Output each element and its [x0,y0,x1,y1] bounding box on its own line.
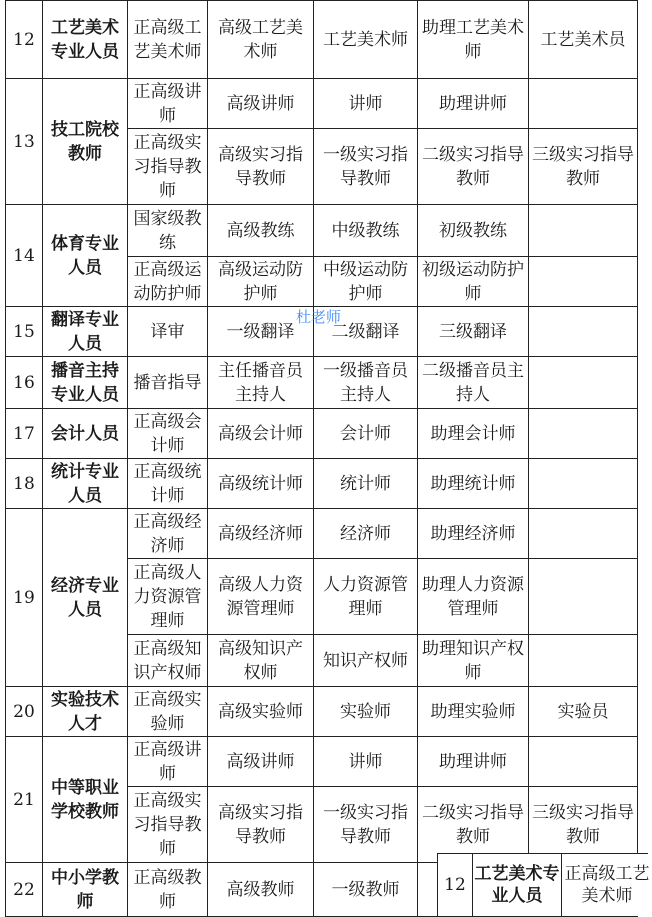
category-cell: 体育专业人员 [43,205,128,307]
level-cell: 助理工艺美术师 [418,1,529,79]
row-number: 20 [6,687,43,737]
category-cell: 技工院校教师 [43,79,128,205]
table-row [6,205,638,257]
category-cell: 中小学教师 [43,863,128,917]
row-number: 14 [6,205,43,307]
level-cell: 工艺美术员 [529,1,638,79]
row-number: 19 [6,509,43,687]
level-cell: 中级教练 [314,205,418,257]
table-row [6,1,638,79]
row-number: 22 [6,863,43,917]
level-cell: 高级知识产权师 [208,635,314,687]
level-cell: 正高级讲师 [128,737,208,787]
level-cell: 助理统计师 [418,459,529,509]
row-number: 17 [6,409,43,459]
level-cell: 高级教师 [208,863,314,917]
level-cell: 正高级讲师 [128,79,208,129]
level-cell: 讲师 [314,737,418,787]
professional-title-table [5,0,638,917]
level-cell: 三级实习指导教师 [529,787,638,863]
level-cell: 三级翻译 [418,307,529,357]
row-number: 21 [6,737,43,863]
level-cell: 高级经济师 [208,509,314,559]
level-cell: 助理讲师 [418,79,529,129]
overlapping-table-fragment [437,853,648,916]
inset-level-cell: 正高级工艺美术师 [564,864,650,906]
level-cell [529,737,638,787]
level-cell: 高级统计师 [208,459,314,509]
level-cell: 经济师 [314,509,418,559]
row-number: 18 [6,459,43,509]
level-cell: 高级讲师 [208,79,314,129]
table-row [6,687,638,737]
level-cell: 高级实习指导教师 [208,787,314,863]
category-cell: 统计专业人员 [43,459,128,509]
level-cell: 一级实习指导教师 [314,129,418,205]
level-cell [529,509,638,559]
level-cell: 三级实习指导教师 [529,129,638,205]
level-cell: 高级实验师 [208,687,314,737]
level-cell: 正高级经济师 [128,509,208,559]
level-cell: 一级翻译 [208,307,314,357]
table-row [6,459,638,509]
level-cell: 译审 [128,307,208,357]
level-cell: 正高级实习指导教师 [128,129,208,205]
table-row [6,509,638,559]
inset-row-number: 12 [438,854,473,916]
level-cell: 高级教练 [208,205,314,257]
level-cell: 正高级教师 [128,863,208,917]
level-cell [529,357,638,409]
table-row [6,737,638,787]
level-cell [529,409,638,459]
category-cell: 会计人员 [43,409,128,459]
level-cell [529,205,638,257]
level-cell: 知识产权师 [314,635,418,687]
level-cell: 助理人力资源管理师 [418,559,529,635]
level-cell: 人力资源管理师 [314,559,418,635]
level-cell: 二级实习指导教师 [418,129,529,205]
level-cell: 中级运动防护师 [314,257,418,307]
row-number: 13 [6,79,43,205]
level-cell: 高级会计师 [208,409,314,459]
level-cell [529,307,638,357]
level-cell: 正高级统计师 [128,459,208,509]
level-cell [529,559,638,635]
level-cell: 正高级人力资源管理师 [128,559,208,635]
row-number: 12 [6,1,43,79]
level-cell: 初级运动防护师 [418,257,529,307]
level-cell: 一级实习指导教师 [314,787,418,863]
table-row [6,79,638,129]
level-cell: 正高级实验师 [128,687,208,737]
level-cell: 工艺美术师 [314,1,418,79]
level-cell: 正高级知识产权师 [128,635,208,687]
level-cell: 助理实验师 [418,687,529,737]
level-cell: 一级播音员主持人 [314,357,418,409]
level-cell [529,79,638,129]
inset-category-cell: 工艺美术专业人员 [473,854,562,916]
category-cell: 中等职业学校教师 [43,737,128,863]
level-cell: 正高级会计师 [128,409,208,459]
table-row [6,357,638,409]
level-cell: 国家级教练 [128,205,208,257]
level-cell: 高级讲师 [208,737,314,787]
table-row [6,409,638,459]
row-number: 15 [6,307,43,357]
level-cell: 二级翻译 [314,307,418,357]
level-cell: 主任播音员主持人 [208,357,314,409]
level-cell: 高级运动防护师 [208,257,314,307]
row-number: 16 [6,357,43,409]
table-row [6,307,638,357]
level-cell [529,257,638,307]
level-cell: 会计师 [314,409,418,459]
level-cell [529,459,638,509]
level-cell: 实验师 [314,687,418,737]
category-cell: 经济专业人员 [43,509,128,687]
level-cell: 一级教师 [314,863,418,917]
level-cell: 助理经济师 [418,509,529,559]
level-cell: 助理会计师 [418,409,529,459]
category-cell: 工艺美术专业人员 [43,1,128,79]
level-cell: 播音指导 [128,357,208,409]
level-cell: 高级实习指导教师 [208,129,314,205]
level-cell: 统计师 [314,459,418,509]
category-cell: 实验技术人才 [43,687,128,737]
level-cell: 正高级实习指导教师 [128,787,208,863]
level-cell [529,635,638,687]
level-cell: 高级人力资源管理师 [208,559,314,635]
level-cell: 实验员 [529,687,638,737]
level-cell: 二级播音员主持人 [418,357,529,409]
level-cell: 助理讲师 [418,737,529,787]
level-cell: 讲师 [314,79,418,129]
watermark-text: 杜老师 [296,308,342,326]
category-cell: 翻译专业人员 [43,307,128,357]
level-cell: 正高级运动防护师 [128,257,208,307]
level-cell: 高级工艺美术师 [208,1,314,79]
level-cell: 初级教练 [418,205,529,257]
category-cell: 播音主持专业人员 [43,357,128,409]
level-cell: 助理知识产权师 [418,635,529,687]
level-cell: 正高级工艺美术师 [128,1,208,79]
level-cell: 二级实习指导教师 [418,787,529,863]
